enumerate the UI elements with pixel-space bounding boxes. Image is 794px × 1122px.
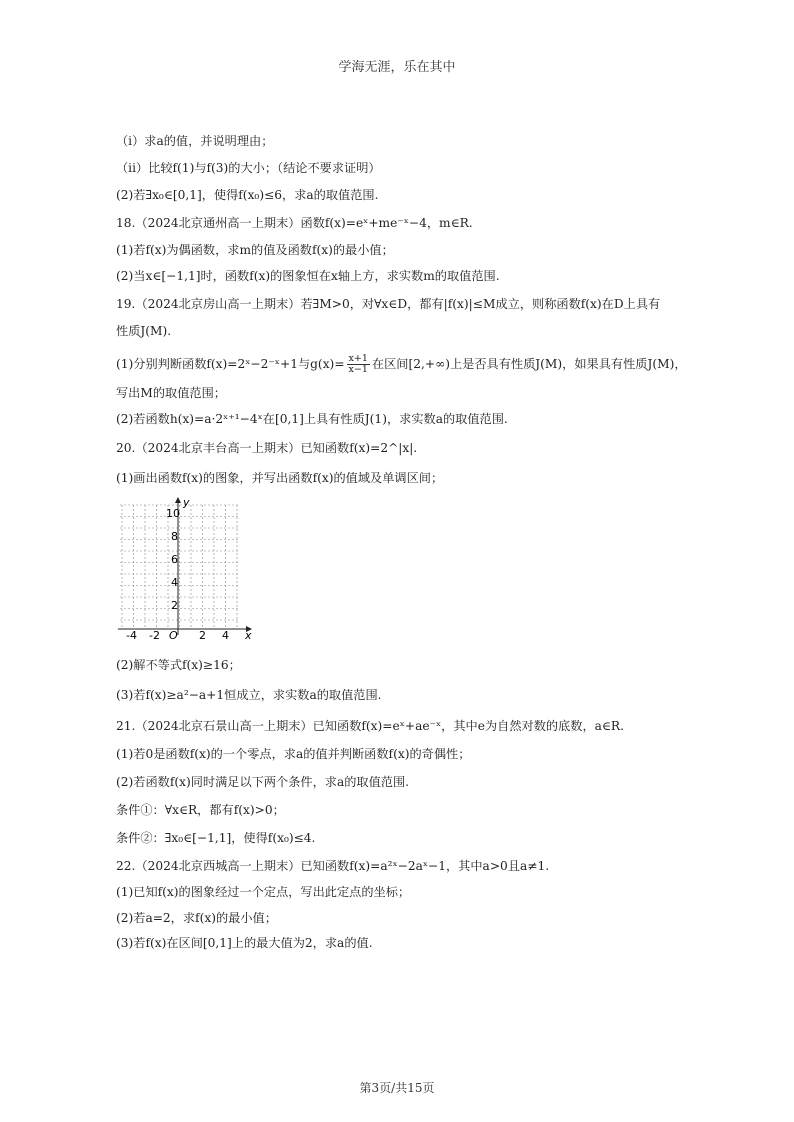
fraction [347,354,370,375]
q19-stem: 19.（2024北京房山高一上期末）若∃M>0，对∀x∈D，都有|f(x)|≤M成立，则称函数f(x)在D上具有 [116,297,661,311]
q22-part2: (2)若a=2，求f(x)的最小值； [116,911,277,925]
page-footer: 第3页/共15页 [359,1081,435,1095]
q20-part1: (1)画出函数f(x)的图象，并写出函数f(x)的值域及单调区间； [116,471,444,485]
fraction-denominator: x−1 [348,364,368,375]
q17-part2-i: （i）求a的值，并说明理由； [116,134,274,148]
y-axis-arrow [175,497,181,503]
q21-condition-1: 条件①：∀x∈R，都有f(x)>0； [116,803,285,817]
q19-stem-cont: 性质J(M). [116,324,172,338]
coordinate-grid [116,497,256,641]
q19-part1 [116,354,687,375]
q21-condition-2: 条件②：∃x₀∈[−1,1]，使得f(x₀)≤4. [116,831,316,845]
x-axis-label: x [245,629,252,641]
coordinate-grid-svg [116,497,256,641]
q22-stem: 22.（2024北京西城高一上期末）已知函数f(x)=a²ˣ−2aˣ−1，其中a>0且a≠1. [116,859,550,873]
q18-part1: (1)若f(x)为偶函数，求m的值及函数f(x)的最小值； [116,243,394,257]
q19-part1-suffix: 在区间[2,+∞)上是否具有性质J(M)，如果具有性质J(M)， [371,357,687,371]
q22-part1: (1)已知f(x)的图象经过一个定点，写出此定点的坐标； [116,885,411,899]
y-tick-label: 2 [171,599,178,612]
q20-part2: (2)解不等式f(x)≥16； [116,658,241,672]
q21-part1: (1)若0是函数f(x)的一个零点，求a的值并判断函数f(x)的奇偶性； [116,747,471,761]
x-tick-label: 4 [222,629,229,641]
y-tick-label: 8 [171,530,178,543]
q17-part3: (2)若∃x₀∈[0,1]，使得f(x₀)≤6，求a的取值范围. [116,188,379,202]
x-tick-label: -4 [126,629,137,641]
origin-label: O [169,629,178,641]
q21-stem: 21.（2024北京石景山高一上期末）已知函数f(x)=eˣ+ae⁻ˣ，其中e为自然对数的底数，a∈R. [116,719,624,733]
x-tick-label: 2 [199,629,206,641]
y-tick-label: 10 [166,507,180,520]
y-axis-label: y [183,497,190,509]
q18-part2: (2)当x∈[−1,1]时，函数f(x)的图象恒在x轴上方，求实数m的取值范围. [116,269,500,283]
y-tick-label: 6 [171,553,178,566]
q22-part3: (3)若f(x)在区间[0,1]上的最大值为2，求a的值. [116,936,373,950]
q19-part1-cont: 写出M的取值范围； [116,386,226,400]
q20-part3: (3)若f(x)≥a²−a+1恒成立，求实数a的取值范围. [116,688,382,702]
q17-part2-ii: （ii）比较f(1)与f(3)的大小；（结论不要求证明） [116,161,381,175]
q20-stem: 20.（2024北京丰台高一上期末）已知函数f(x)=2^|x|. [116,441,418,455]
y-tick-label: 4 [171,576,178,589]
x-tick-label: -2 [149,629,160,641]
q19-part2: (2)若函数h(x)=a·2ˣ⁺¹−4ˣ在[0,1]上具有性质J(1)，求实数a的取值范围. [116,412,508,426]
q21-part2: (2)若函数f(x)同时满足以下两个条件，求a的取值范围. [116,775,410,789]
page-header: 学海无涯，乐在其中 [338,60,456,75]
q19-part1-prefix: (1)分别判断函数f(x)=2ˣ−2⁻ˣ+1与g(x)= [116,357,345,371]
fraction-numerator: x+1 [348,353,368,364]
q18-stem: 18.（2024北京通州高一上期末）函数f(x)=eˣ+me⁻ˣ−4，m∈R. [116,216,473,230]
